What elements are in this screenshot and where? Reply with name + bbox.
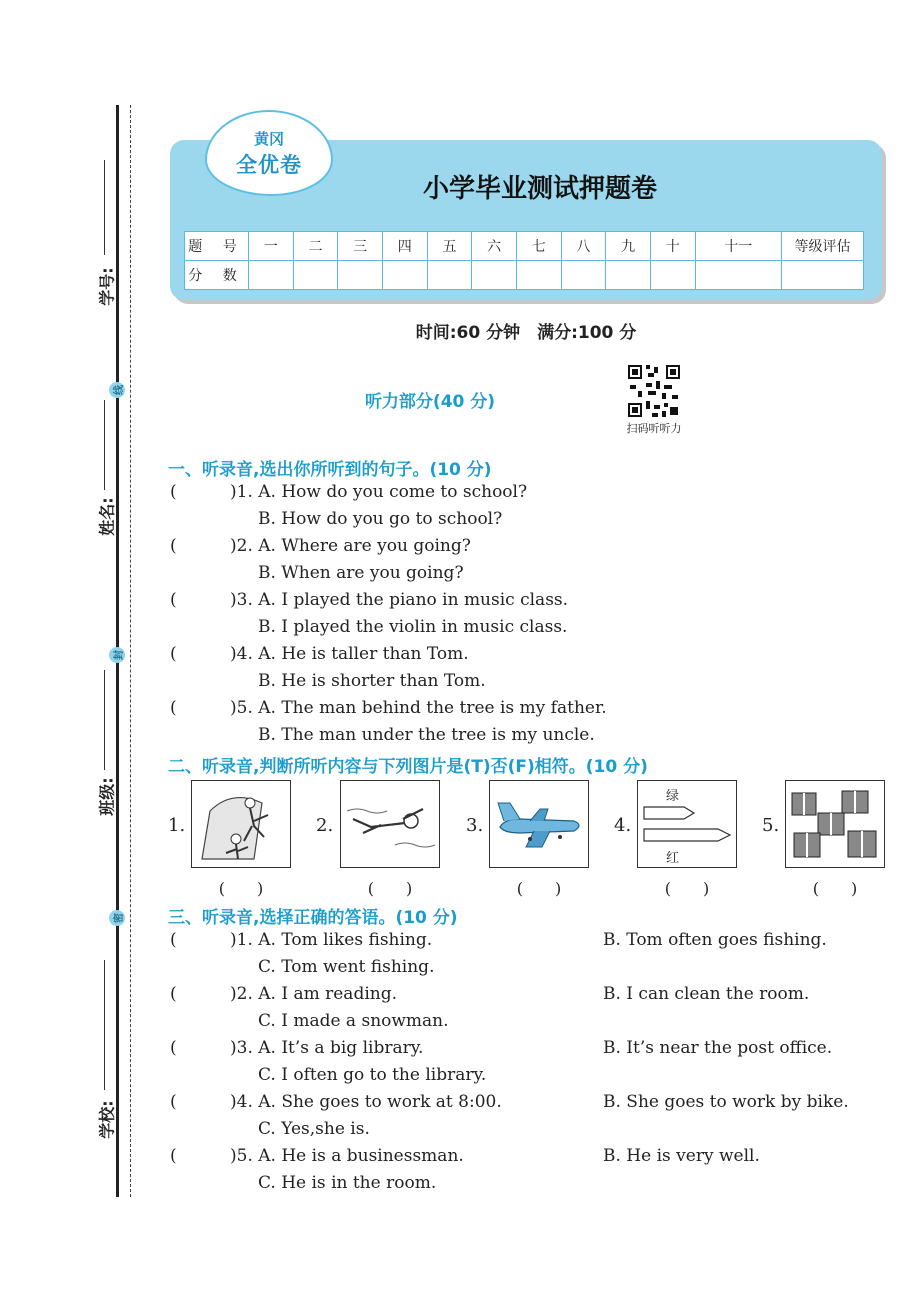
column-header: 二 [293, 232, 338, 261]
answer-paren[interactable]: ( [170, 536, 177, 556]
s1-q3-option-b: B. I played the violin in music class. [258, 617, 568, 637]
s1-q5-option-a: )5. A. The man behind the tree is my father. [230, 698, 607, 718]
s1-q4-option-a: )4. A. He is taller than Tom. [230, 644, 469, 664]
s3-q1-option-a: )1. A. Tom likes fishing. [230, 930, 433, 950]
column-header: 九 [606, 232, 651, 261]
binding-dashed-line [130, 105, 131, 1197]
picture-number: 5. [762, 815, 780, 836]
column-header: 四 [382, 232, 427, 261]
column-header: 十一 [695, 232, 781, 261]
s3-q4-option-c: C. Yes,she is. [258, 1119, 370, 1139]
column-header: 十 [650, 232, 695, 261]
picture-swimming [340, 780, 440, 868]
s1-q3-option-a: )3. A. I played the piano in music class. [230, 590, 569, 610]
answer-paren[interactable]: ( [170, 930, 177, 950]
picture-gift-boxes [785, 780, 885, 868]
name-blank[interactable] [104, 400, 105, 490]
name-label: 姓名: [97, 497, 117, 536]
score-cell-grade[interactable] [782, 261, 864, 290]
column-header: 一 [249, 232, 294, 261]
picture-climbing [191, 780, 291, 868]
answer-paren[interactable]: ( [170, 482, 177, 502]
score-table-header-row [185, 232, 864, 261]
score-cell[interactable] [427, 261, 472, 290]
s3-q3-option-c: C. I often go to the library. [258, 1065, 487, 1085]
s3-q1-option-c: C. Tom went fishing. [258, 957, 435, 977]
s3-q2-option-c: C. I made a snowman. [258, 1011, 449, 1031]
answer-paren[interactable]: ( [170, 1146, 177, 1166]
score-cell[interactable] [695, 261, 781, 290]
logo-text-line2: 全优卷 [236, 152, 302, 177]
binding-mark-mi: 密 [109, 910, 125, 926]
score-cell[interactable] [382, 261, 427, 290]
s3-q5-option-a: )5. A. He is a businessman. [230, 1146, 464, 1166]
s3-q3-option-b: B. It’s near the post office. [603, 1038, 833, 1058]
student-number-blank[interactable] [104, 160, 105, 255]
pencil-label-red: 红 [666, 851, 680, 866]
score-cell[interactable] [472, 261, 517, 290]
qr-code-icon[interactable] [626, 363, 682, 419]
s3-q5-option-b: B. He is very well. [603, 1146, 760, 1166]
column-header: 三 [338, 232, 383, 261]
row-label-question-number: 题 号 [185, 232, 249, 261]
s1-q2-option-a: )2. A. Where are you going? [230, 536, 471, 556]
section2-heading: 二、听录音,判断所听内容与下列图片是(T)否(F)相符。(10 分) [168, 757, 648, 777]
score-cell[interactable] [516, 261, 561, 290]
s1-q1-option-a: )1. A. How do you come to school? [230, 482, 528, 502]
s3-q1-option-b: B. Tom often goes fishing. [603, 930, 827, 950]
section1-heading: 一、听录音,选出你所听到的句子。(10 分) [168, 460, 492, 480]
document-title: 小学毕业测试押题卷 [422, 174, 657, 204]
score-cell[interactable] [338, 261, 383, 290]
pencil-label-green: 绿 [666, 789, 680, 804]
section3-heading: 三、听录音,选择正确的答语。(10 分) [168, 908, 458, 928]
class-blank[interactable] [104, 670, 105, 770]
column-header: 八 [561, 232, 606, 261]
binding-margin [0, 0, 140, 1300]
column-header: 七 [516, 232, 561, 261]
brand-logo [205, 110, 333, 196]
s1-q2-option-b: B. When are you going? [258, 563, 464, 583]
score-cell[interactable] [650, 261, 695, 290]
exam-time-and-score: 时间:60 分钟 满分:100 分 [415, 323, 637, 343]
listening-part-title: 听力部分(40 分) [364, 392, 496, 412]
column-header: 六 [472, 232, 517, 261]
answer-paren[interactable]: ( ) [812, 879, 858, 898]
picture-number: 1. [168, 815, 186, 836]
answer-paren[interactable]: ( ) [516, 879, 562, 898]
picture-pencils [637, 780, 737, 868]
school-blank[interactable] [104, 960, 105, 1090]
column-header-grade: 等级评估 [782, 232, 864, 261]
school-label: 学校: [97, 1100, 117, 1139]
score-cell[interactable] [561, 261, 606, 290]
class-label: 班级: [97, 777, 117, 816]
picture-number: 4. [614, 815, 632, 836]
column-header: 五 [427, 232, 472, 261]
row-label-score: 分 数 [185, 261, 249, 290]
s3-q5-option-c: C. He is in the room. [258, 1173, 437, 1193]
student-number-label: 学号: [97, 267, 117, 306]
answer-paren[interactable]: ( [170, 1092, 177, 1112]
score-cell[interactable] [249, 261, 294, 290]
answer-paren[interactable]: ( ) [367, 879, 413, 898]
score-table [184, 231, 864, 290]
binding-mark-feng: 封 [109, 647, 125, 663]
answer-paren[interactable]: ( ) [664, 879, 710, 898]
qr-caption: 扫码听听力 [626, 422, 682, 435]
answer-paren[interactable]: ( [170, 984, 177, 1004]
s3-q2-option-a: )2. A. I am reading. [230, 984, 397, 1004]
s1-q5-option-b: B. The man under the tree is my uncle. [258, 725, 595, 745]
picture-airplane [489, 780, 589, 868]
binding-mark-xian: 线 [109, 382, 125, 398]
score-table-score-row [185, 261, 864, 290]
answer-paren[interactable]: ( ) [218, 879, 264, 898]
score-cell[interactable] [293, 261, 338, 290]
answer-paren[interactable]: ( [170, 1038, 177, 1058]
s3-q2-option-b: B. I can clean the room. [603, 984, 810, 1004]
picture-number: 2. [316, 815, 334, 836]
answer-paren[interactable]: ( [170, 590, 177, 610]
s3-q4-option-b: B. She goes to work by bike. [603, 1092, 849, 1112]
s3-q4-option-a: )4. A. She goes to work at 8:00. [230, 1092, 502, 1112]
answer-paren[interactable]: ( [170, 644, 177, 664]
answer-paren[interactable]: ( [170, 698, 177, 718]
s1-q4-option-b: B. He is shorter than Tom. [258, 671, 486, 691]
s1-q1-option-b: B. How do you go to school? [258, 509, 503, 529]
logo-text-line1: 黄冈 [253, 129, 284, 148]
picture-number: 3. [466, 815, 484, 836]
score-cell[interactable] [606, 261, 651, 290]
s3-q3-option-a: )3. A. It’s a big library. [230, 1038, 424, 1058]
